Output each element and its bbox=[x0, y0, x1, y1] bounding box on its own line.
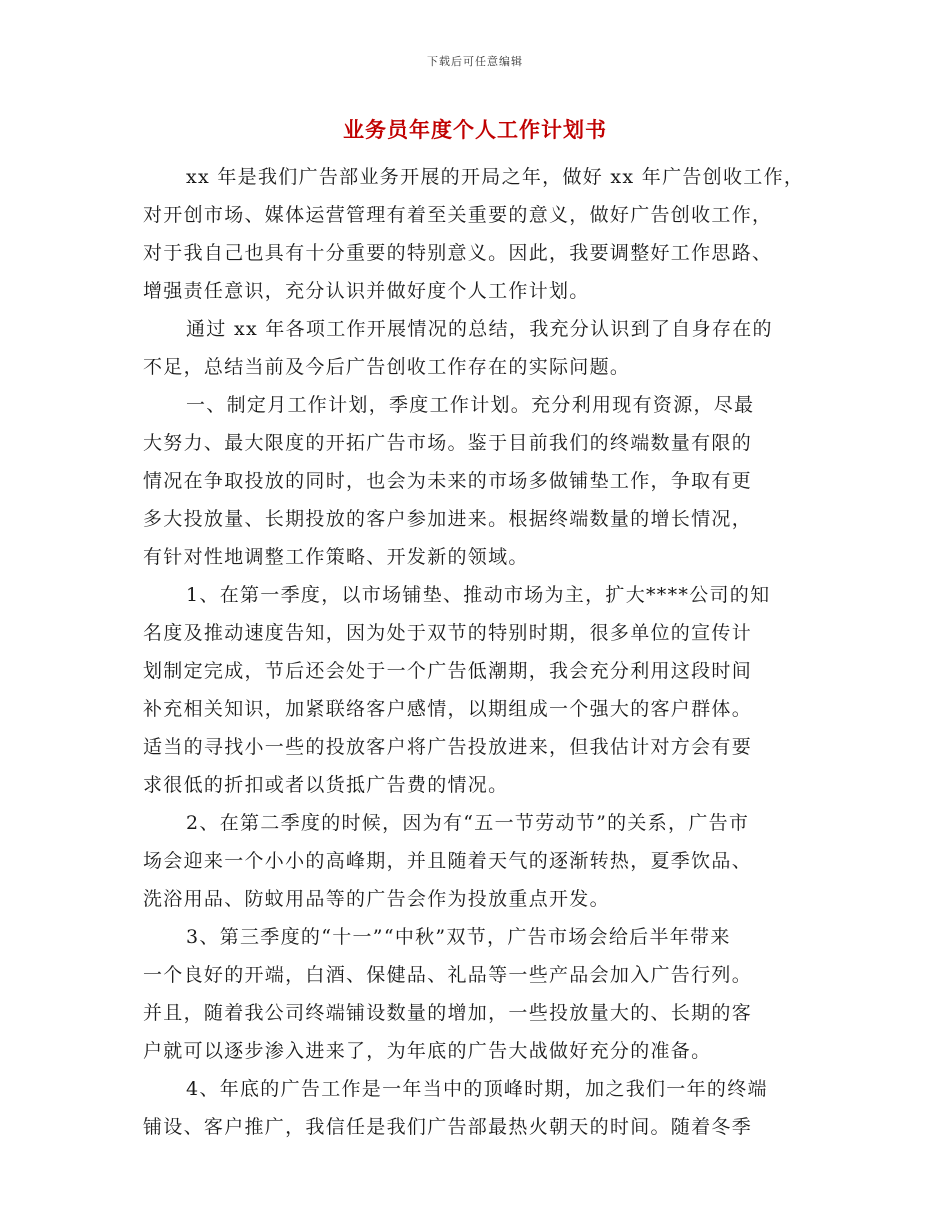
paragraph-line: 一、制定月工作计划，季度工作计划。充分利用现有资源，尽最 bbox=[186, 394, 755, 416]
paragraph-line: 补充相关知识，加紧联络客户感情，以期组成一个强大的客户群体。 bbox=[143, 698, 753, 720]
paragraph-line: 4、年底的广告工作是一年当中的顶峰时期，加之我们一年的终端 bbox=[186, 1078, 768, 1100]
paragraph bbox=[143, 310, 823, 386]
paragraph-line: 1、在第一季度，以市场铺垫、推动市场为主，扩大****公司的知 bbox=[186, 584, 771, 606]
paragraph-line: 场会迎来一个小小的高峰期，并且随着天气的逐渐转热，夏季饮品、 bbox=[143, 850, 753, 872]
paragraph bbox=[143, 804, 823, 918]
header-note: 下载后可任意编辑 bbox=[427, 55, 523, 68]
paragraph-line: 划制定完成，节后还会处于一个广告低潮期，我会充分利用这段时间 bbox=[143, 660, 753, 682]
paragraph-line: 并且，随着我公司终端铺设数量的增加，一些投放量大的、长期的客 bbox=[143, 1002, 753, 1024]
paragraph-line: 对于我自己也具有十分重要的特别意义。因此，我要调整好工作思路、 bbox=[143, 242, 773, 264]
paragraph-line: 3、第三季度的“十一”“中秋”双节，广告市场会给后半年带来 bbox=[186, 926, 731, 948]
paragraph-line: 求很低的折扣或者以货抵广告费的情况。 bbox=[143, 774, 509, 796]
paragraph-line: 名度及推动速度告知，因为处于双节的特别时期，很多单位的宣传计 bbox=[143, 622, 753, 644]
paragraph bbox=[143, 918, 823, 1070]
document-title: 业务员年度个人工作计划书 bbox=[343, 117, 607, 142]
paragraph-line: 2、在第二季度的时候，因为有“五一节劳动节”的关系，广告市 bbox=[186, 812, 750, 834]
paragraph-line: 情况在争取投放的同时，也会为未来的市场多做铺垫工作，争取有更 bbox=[143, 470, 753, 492]
paragraph-line: 铺设、客户推广，我信任是我们广告部最热火朝天的时间。随着冬季 bbox=[143, 1116, 753, 1138]
paragraph-line: 适当的寻找小一些的投放客户将广告投放进来，但我估计对方会有要 bbox=[143, 736, 753, 758]
paragraph-line: 大努力、最大限度的开拓广告市场。鉴于目前我们的终端数量有限的 bbox=[143, 432, 753, 454]
paragraph bbox=[143, 386, 823, 576]
paragraph-line: 增强责任意识，充分认识并做好度个人工作计划。 bbox=[143, 280, 590, 302]
paragraph-line: 通过 xx 年各项工作开展情况的总结，我充分认识到了自身存在的 bbox=[186, 318, 773, 340]
paragraph-line: 户就可以逐步渗入进来了，为年底的广告大战做好充分的准备。 bbox=[143, 1040, 712, 1062]
paragraph-line: 不足，总结当前及今后广告创收工作存在的实际问题。 bbox=[143, 356, 631, 378]
paragraph bbox=[143, 158, 823, 310]
paragraph bbox=[143, 1070, 823, 1146]
document-body bbox=[143, 158, 823, 1146]
paragraph bbox=[143, 576, 823, 804]
paragraph-line: xx 年是我们广告部业务开展的开局之年，做好 xx 年广告创收工作， bbox=[186, 166, 805, 188]
paragraph-line: 有针对性地调整工作策略、开发新的领域。 bbox=[143, 546, 529, 568]
paragraph-line: 对开创市场、媒体运营管理有着至关重要的意义，做好广告创收工作， bbox=[143, 204, 773, 226]
paragraph-line: 洗浴用品、防蚊用品等的广告会作为投放重点开发。 bbox=[143, 888, 610, 910]
paragraph-line: 多大投放量、长期投放的客户参加进来。根据终端数量的增长情况， bbox=[143, 508, 753, 530]
paragraph-line: 一个良好的开端，白酒、保健品、礼品等一些产品会加入广告行列。 bbox=[143, 964, 753, 986]
